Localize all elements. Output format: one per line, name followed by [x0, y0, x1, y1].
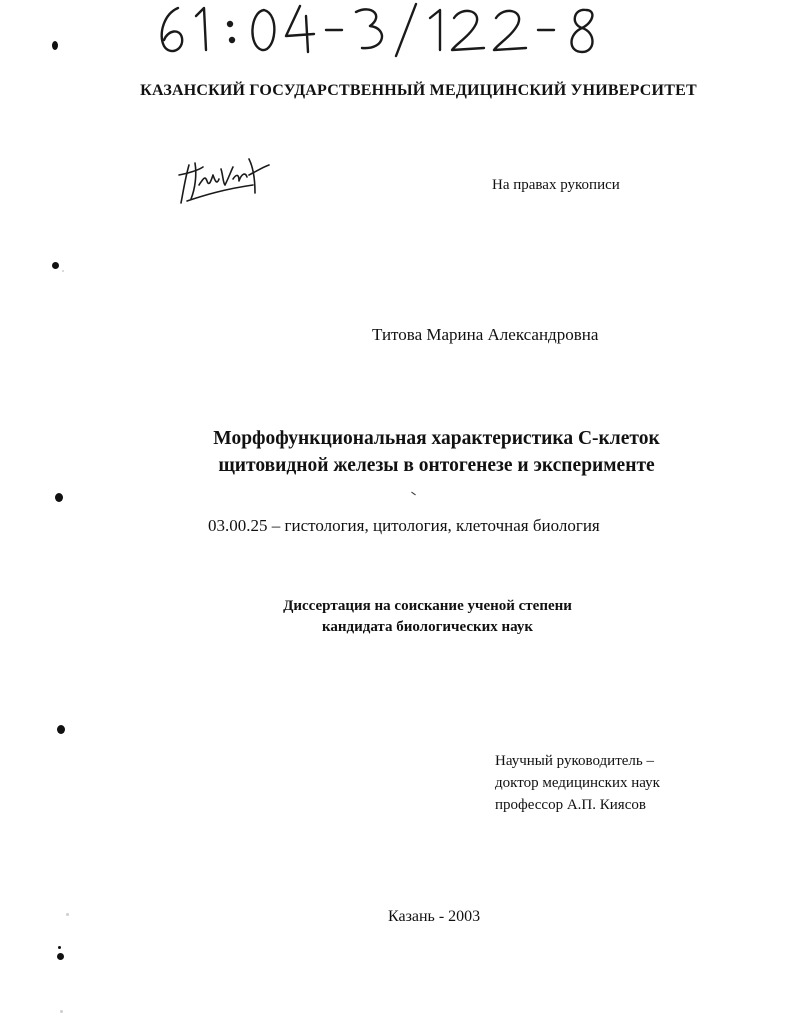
- title-line-2: щитовидной железы в онтогенезе и эксперименте: [218, 455, 655, 476]
- title-line-1: Морфофункциональная характеристика С-клеток: [213, 428, 660, 449]
- specialty-code: 03.00.25 – гистология, цитология, клеточная биология: [208, 516, 600, 535]
- punch-hole-mark: [57, 953, 64, 960]
- scan-speck: [411, 492, 416, 496]
- punch-hole-mark: [52, 41, 58, 50]
- degree-statement: [0, 596, 793, 638]
- manuscript-rights-note: На правах рукописи: [492, 177, 620, 193]
- signature: [175, 145, 275, 210]
- degree-line-2: кандидата биологических наук: [321, 619, 534, 635]
- punch-hole-mark: [57, 725, 65, 734]
- handwritten-catalog-number: [150, 0, 610, 62]
- author-name: Титова Марина Александровна: [372, 325, 599, 344]
- scan-speck: [60, 1010, 63, 1013]
- punch-hole-mark: [55, 493, 63, 502]
- supervisor-line-2: доктор медицинских наук: [495, 775, 660, 791]
- dissertation-title: [0, 425, 793, 479]
- punch-hole-mark: [58, 946, 61, 949]
- degree-line-1: Диссертация на соискание ученой степени: [283, 598, 572, 614]
- supervisor-block: [495, 750, 660, 816]
- punch-hole-mark: [52, 262, 59, 269]
- supervisor-line-3: профессор А.П. Киясов: [495, 797, 646, 813]
- scan-speck: [66, 913, 69, 916]
- university-name: КАЗАНСКИЙ ГОСУДАРСТВЕННЫЙ МЕДИЦИНСКИЙ УНИВЕРСИТЕТ: [140, 82, 697, 99]
- scan-speck: [62, 270, 64, 272]
- supervisor-line-1: Научный руководитель –: [495, 753, 654, 769]
- city-year: Казань - 2003: [388, 908, 481, 925]
